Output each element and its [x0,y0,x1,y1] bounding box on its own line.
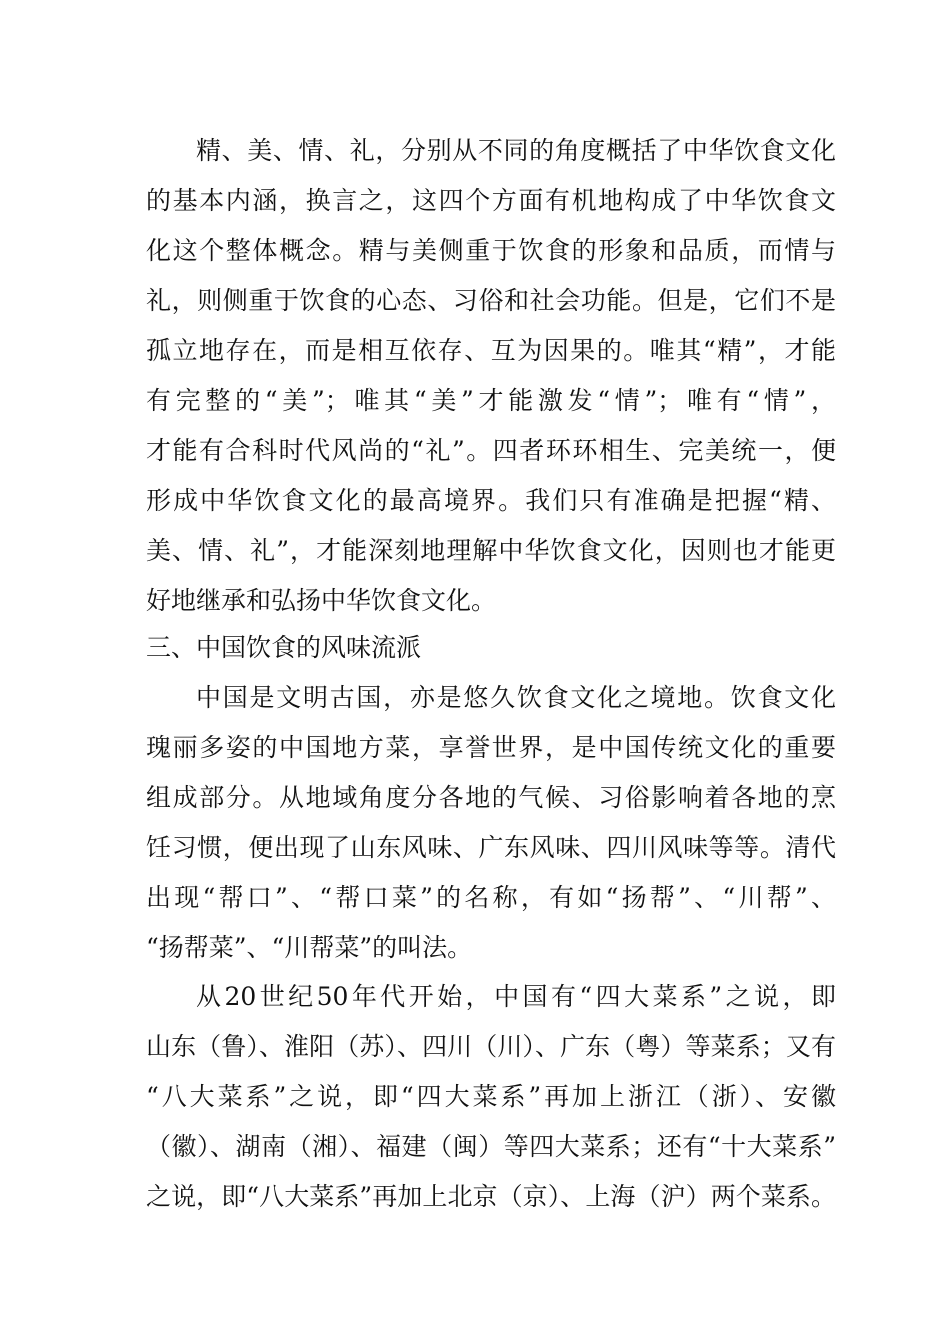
paragraph-1-line-5: 孤立地存在，而是相互依存、互为因果的。唯其“精”，才能 [146,336,836,365]
paragraph-1-line-3: 化这个整体概念。精与美侧重于饮食的形象和品质，而情与 [146,236,836,265]
paragraph-1-line-7: 才能有合科时代风尚的“礼”。四者环环相生、完美统一，便 [146,436,836,465]
paragraph-2-line-6: “扬帮菜”、“川帮菜”的叫法。 [146,933,473,962]
paragraph-2-line-1: 中国是文明古国，亦是悠久饮食文化之境地。饮食文化 [196,683,836,712]
paragraph-1-line-1: 精、美、情、礼，分别从不同的角度概括了中华饮食文化 [196,136,836,165]
paragraph-3-line-3: “八大菜系”之说，即“四大菜系”再加上浙江（浙）、安徽 [146,1082,836,1111]
paragraph-3-line-5: 之说，即“八大菜系”再加上北京（京）、上海（沪）两个菜系。 [146,1182,836,1211]
paragraph-2-line-4: 饪习惯，便出现了山东风味、广东风味、四川风味等等。清代 [146,833,836,862]
paragraph-1-line-8: 形成中华饮食文化的最高境界。我们只有准确是把握“精、 [146,486,836,515]
paragraph-1-line-10: 好地继承和弘扬中华饮食文化。 [146,586,497,615]
paragraph-2-line-5: 出现“帮口”、“帮口菜”的名称，有如“扬帮”、“川帮”、 [146,883,836,912]
section-heading: 三、中国饮食的风味流派 [146,633,422,662]
paragraph-3-line-2: 山东（鲁）、淮阳（苏）、四川（川）、广东（粤）等菜系；又有 [146,1032,836,1061]
paragraph-3-line-1: 从20世纪50年代开始，中国有“四大菜系”之说，即 [196,982,836,1011]
paragraph-2-line-3: 组成部分。从地域角度分各地的气候、习俗影响着各地的烹 [146,783,836,812]
paragraph-1-line-9: 美、情、礼”，才能深刻地理解中华饮食文化，因则也才能更 [146,536,836,565]
paragraph-1-line-2: 的基本内涵，换言之，这四个方面有机地构成了中华饮食文 [146,186,836,215]
paragraph-2-line-2: 瑰丽多姿的中国地方菜，享誉世界，是中国传统文化的重要 [146,733,836,762]
paragraph-1-line-4: 礼，则侧重于饮食的心态、习俗和社会功能。但是，它们不是 [146,286,836,315]
paragraph-3-line-4: （徽）、湖南（湘）、福建（闽）等四大菜系；还有“十大菜系” [146,1132,836,1161]
paragraph-1-line-6: 有完整的“美”；唯其“美”才能激发“情”；唯有“情”， [146,386,836,415]
